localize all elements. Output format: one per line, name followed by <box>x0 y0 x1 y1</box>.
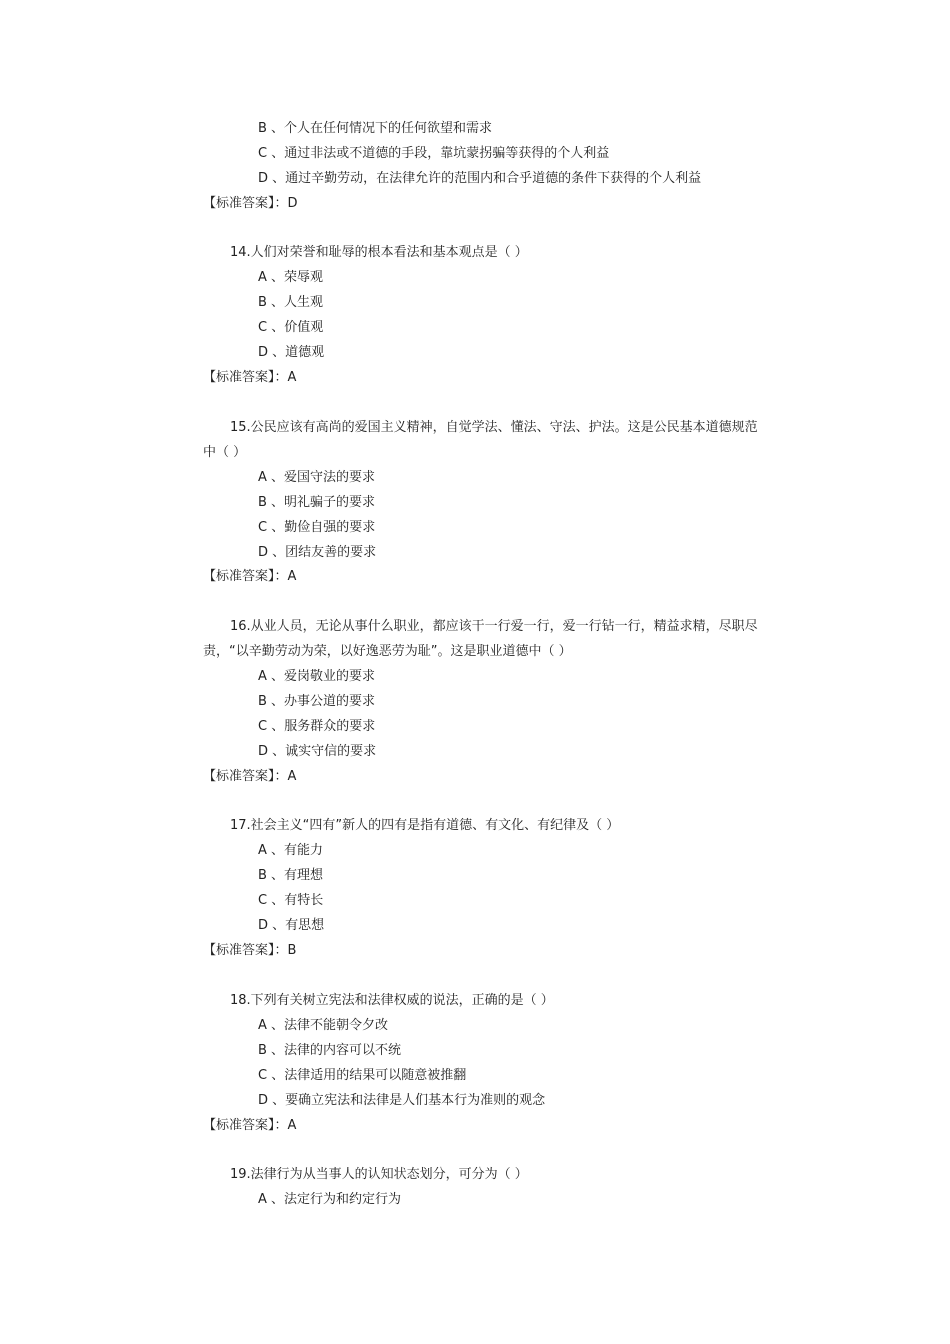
standard-answer: 【标准答案】：B <box>203 943 297 958</box>
option-a: A 、荣辱观 <box>258 270 324 285</box>
option-c: C 、勤俭自强的要求 <box>258 520 376 535</box>
option-b: B 、个人在任何情况下的任何欲望和需求 <box>258 121 493 136</box>
option-d: D 、要确立宪法和法律是人们基本行为准则的观念 <box>258 1093 546 1108</box>
standard-answer: 【标准答案】：A <box>203 370 297 385</box>
standard-answer: 【标准答案】：D <box>203 196 298 211</box>
option-a: A 、爱岗敬业的要求 <box>258 669 376 684</box>
option-d: D 、有思想 <box>258 918 325 933</box>
option-b: B 、法律的内容可以不统 <box>258 1043 402 1058</box>
option-c: C 、价值观 <box>258 320 324 335</box>
option-c: C 、法律适用的结果可以随意被推翻 <box>258 1068 467 1083</box>
option-a: A 、有能力 <box>258 843 324 858</box>
option-c: C 、服务群众的要求 <box>258 719 376 734</box>
standard-answer: 【标准答案】：A <box>203 569 297 584</box>
option-a: A 、法律不能朝令夕改 <box>258 1018 389 1033</box>
question-16-continued: 责，“以辛勤劳动为荣，以好逸恶劳为耻”。这是职业道德中（ ） <box>203 644 572 659</box>
question-19: 19.法律行为从当事人的认知状态划分，可分为（ ） <box>230 1167 528 1182</box>
question-17: 17.社会主义“四有”新人的四有是指有道德、有文化、有纪律及（ ） <box>230 818 620 833</box>
option-d: D 、诚实守信的要求 <box>258 744 377 759</box>
option-d: D 、团结友善的要求 <box>258 545 377 560</box>
option-b: B 、人生观 <box>258 295 324 310</box>
standard-answer: 【标准答案】：A <box>203 1118 297 1133</box>
option-c: C 、通过非法或不道德的手段，靠坑蒙拐骗等获得的个人利益 <box>258 146 610 161</box>
question-14: 14.人们对荣誉和耻辱的根本看法和基本观点是（ ） <box>230 245 528 260</box>
option-c: C 、有特长 <box>258 893 324 908</box>
option-b: B 、有理想 <box>258 868 324 883</box>
option-b: B 、办事公道的要求 <box>258 694 376 709</box>
option-a: A 、爱国守法的要求 <box>258 470 376 485</box>
option-a: A 、法定行为和约定行为 <box>258 1192 402 1207</box>
option-d: D 、通过辛勤劳动，在法律允许的范围内和合乎道德的条件下获得的个人利益 <box>258 171 702 186</box>
question-15-continued: 中（ ） <box>203 445 247 460</box>
standard-answer: 【标准答案】：A <box>203 769 297 784</box>
question-18: 18.下列有关树立宪法和法律权威的说法，正确的是（ ） <box>230 993 554 1008</box>
question-16: 16.从业人员，无论从事什么职业，都应该干一行爱一行，爱一行钻一行，精益求精，尽职尽 <box>230 619 758 634</box>
option-d: D 、道德观 <box>258 345 325 360</box>
question-15: 15.公民应该有高尚的爱国主义精神，自觉学法、懂法、守法、护法。这是公民基本道德规范 <box>230 420 758 435</box>
option-b: B 、明礼骗子的要求 <box>258 495 376 510</box>
